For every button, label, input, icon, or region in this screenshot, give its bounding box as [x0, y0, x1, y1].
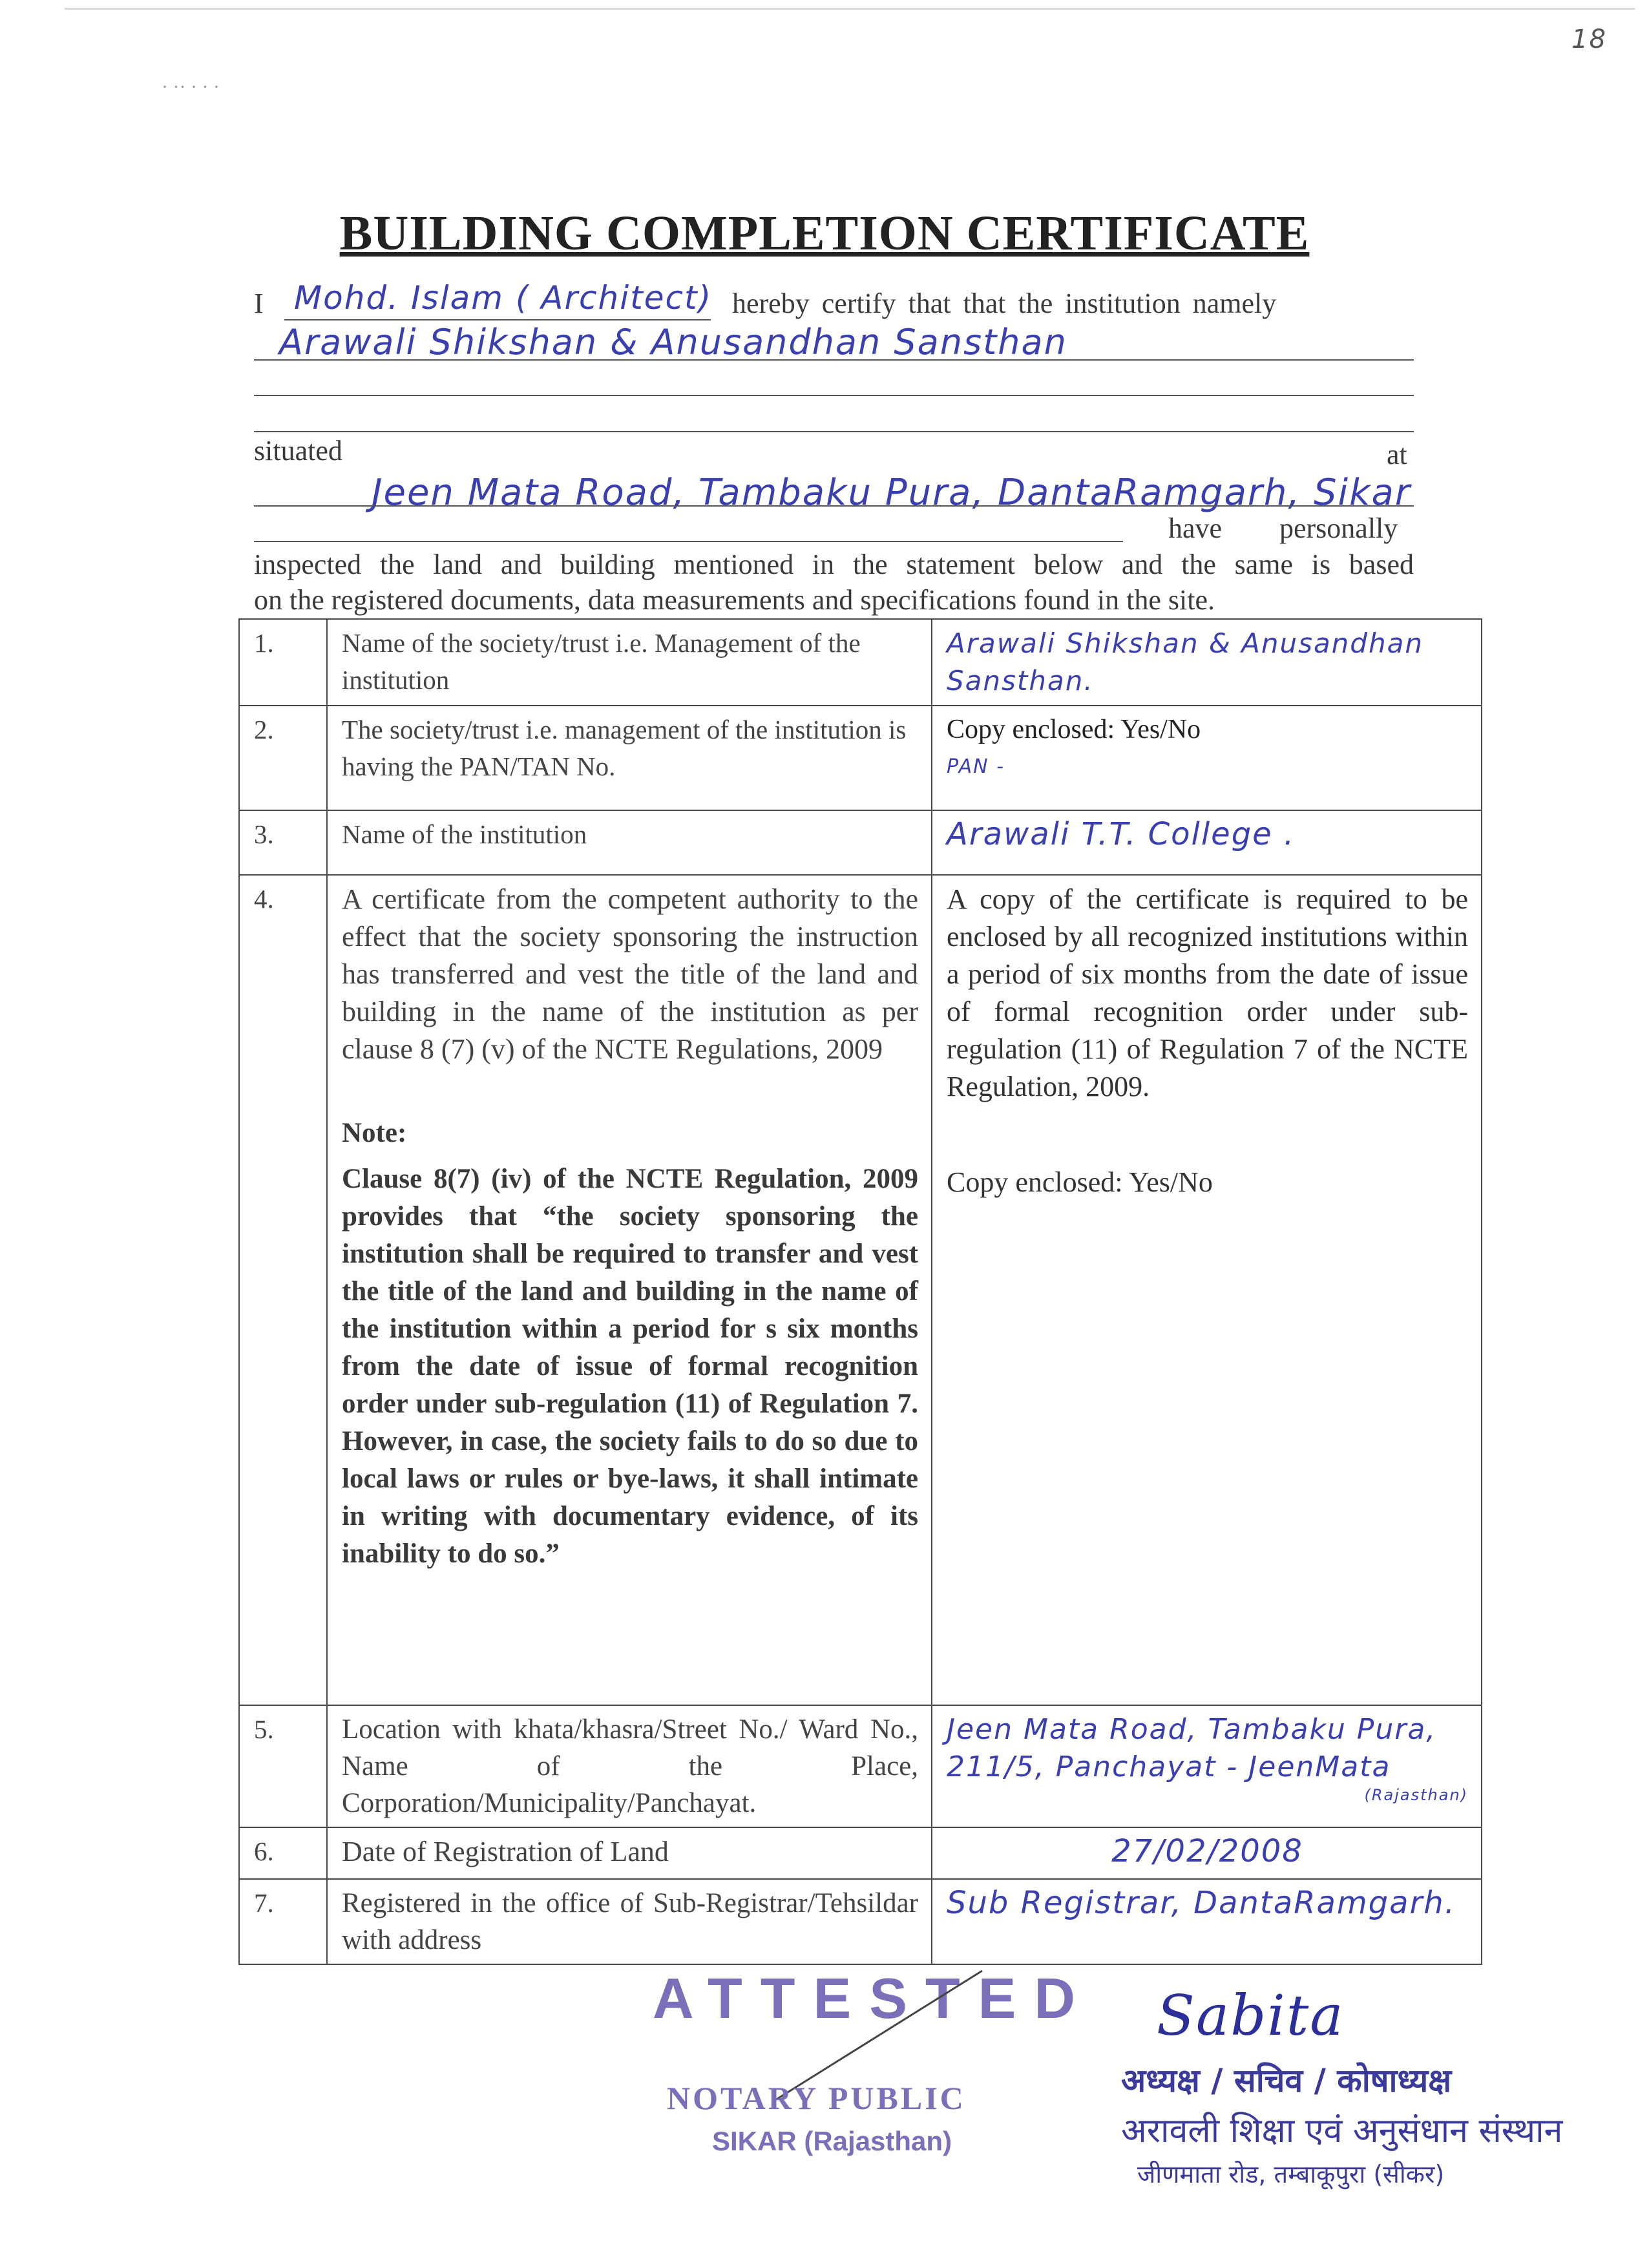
- architect-name-line: [284, 319, 711, 320]
- row-description: Date of Registration of Land: [327, 1827, 932, 1879]
- table-row: [239, 1879, 1482, 1964]
- copy-enclosed-text: Copy enclosed: Yes/No: [947, 1166, 1213, 1198]
- note-text: Clause 8(7) (iv) of the NCTE Regulation, 2009 provides that “the society sponsoring the institution shall be required to transfer and vest the title of the land and building in the name of the institution within a period for s six months from the date of issue of formal recognition order under sub-regulation (11) of Regulation 7. However, in case, the society fails to do so due to local laws or rules or bye-laws, it shall intimate in writing with documentary evidence, of its inability to do so.”: [342, 1164, 918, 1569]
- blank-line-2: [254, 431, 1414, 432]
- row-value: [932, 875, 1482, 1705]
- row-value: [932, 1705, 1482, 1827]
- table-row: [239, 619, 1482, 706]
- scan-edge: [65, 8, 1635, 10]
- address-line-2: [254, 541, 1123, 542]
- details-table: [238, 618, 1482, 1965]
- copy-enclosed-text: Copy enclosed: Yes/No: [947, 715, 1201, 744]
- table-row: [239, 706, 1482, 810]
- certify-text: hereby certify that that the institution namely: [732, 288, 1277, 319]
- blank-line-1: [254, 395, 1414, 396]
- intro-line-4: on the registered documents, data measurements and specifications found in the site.: [254, 584, 1215, 616]
- location-handwritten-line-1: Jeen Mata Road, Tambaku Pura,: [947, 1713, 1437, 1746]
- seal-designation: अध्यक्ष / सचिव / कोषाध्यक्ष: [1121, 2062, 1452, 2099]
- notary-place-stamp: SIKAR (Rajasthan): [712, 2126, 952, 2156]
- at-label: at: [1387, 439, 1407, 470]
- row-number: 1.: [239, 619, 327, 706]
- row-value: [932, 619, 1482, 706]
- row-value-handwritten: Arawali T.T. College .: [947, 816, 1296, 852]
- personally-label: personally: [1279, 512, 1398, 544]
- row-number: 5.: [239, 1705, 327, 1827]
- notary-public-stamp: NOTARY PUBLIC: [667, 2080, 966, 2116]
- note-label: Note:: [342, 1118, 407, 1148]
- row-value: [932, 810, 1482, 875]
- row-description: Registered in the office of Sub-Registrar/Tehsildar with address: [327, 1879, 932, 1964]
- row-description: [327, 875, 932, 1705]
- registrar-handwritten: Sub Registrar, DantaRamgarh.: [947, 1885, 1456, 1921]
- row-value: [932, 1879, 1482, 1964]
- row-description: Location with khata/khasra/Street No./ Ward No., Name of the Place, Corporation/Municipality/Panchayat.: [327, 1705, 932, 1827]
- row-value: [932, 706, 1482, 810]
- location-handwritten-line-2: 211/5, Panchayat - JeenMata: [947, 1750, 1391, 1783]
- situated-label: situated: [254, 435, 342, 467]
- institution-name-handwritten: Arawali Shikshan & Anusandhan Sansthan: [279, 322, 1067, 362]
- institution-name-line: [254, 359, 1414, 361]
- certificate-copy-requirement: A copy of the certificate is required to be enclosed by all recognized institutions within a period of six months from the date of issue of formal recognition order under sub- regulation (11) of Regulation 7 of the NCTE Regulation, 2009.: [947, 883, 1468, 1102]
- attested-stamp: ATTESTED: [653, 1966, 1093, 2030]
- table-row: [239, 810, 1482, 875]
- table-row: [239, 1705, 1482, 1827]
- row-value-handwritten: Arawali Shikshan & Anusandhan Sansthan.: [947, 627, 1423, 697]
- location-handwritten-line-3: (Rajasthan): [1364, 1786, 1468, 1804]
- scan-smudge: · ·· · · ·: [162, 76, 220, 98]
- row-value: [932, 1827, 1482, 1879]
- have-label: have: [1168, 512, 1223, 544]
- seal-institution-name: अरावली शिक्षा एवं अनुसंधान संस्थान: [1121, 2112, 1563, 2150]
- row-number: 6.: [239, 1827, 327, 1879]
- table-row: [239, 1827, 1482, 1879]
- pan-handwritten: PAN -: [947, 755, 1005, 778]
- page-number: 18: [1571, 25, 1607, 54]
- intro-i-label: I: [254, 288, 264, 319]
- architect-name: Mohd. Islam ( Architect): [294, 279, 713, 317]
- seal-address: जीणमाता रोड, तम्बाकूपुरा (सीकर): [1137, 2160, 1445, 2189]
- row-number: 7.: [239, 1879, 327, 1964]
- row-description: The society/trust i.e. management of the institution is having the PAN/TAN No.: [327, 706, 932, 810]
- row-number: 2.: [239, 706, 327, 810]
- signature: Sabita: [1157, 1984, 1345, 2048]
- row-number: 3.: [239, 810, 327, 875]
- table-row: [239, 875, 1482, 1705]
- intro-line-3: inspected the land and building mentioned in the statement below and the same is based: [254, 549, 1414, 580]
- address-handwritten: Jeen Mata Road, Tambaku Pura, DantaRamgarh, Sikar: [372, 472, 1411, 514]
- document-title: BUILDING COMPLETION CERTIFICATE: [339, 206, 1310, 260]
- row-description: Name of the society/trust i.e. Management of the institution: [327, 619, 932, 706]
- row-description: Name of the institution: [327, 810, 932, 875]
- row-number: 4.: [239, 875, 327, 1705]
- address-line: [254, 505, 1414, 507]
- registration-date-handwritten: 27/02/2008: [1111, 1833, 1303, 1869]
- certificate-requirement-text: A certificate from the competent authority to the effect that the society sponsoring the instruction has transferred and vest the title of the land and building in the name of the institution as per clause 8 (7) (v) of the NCTE Regulations, 2009: [342, 883, 918, 1065]
